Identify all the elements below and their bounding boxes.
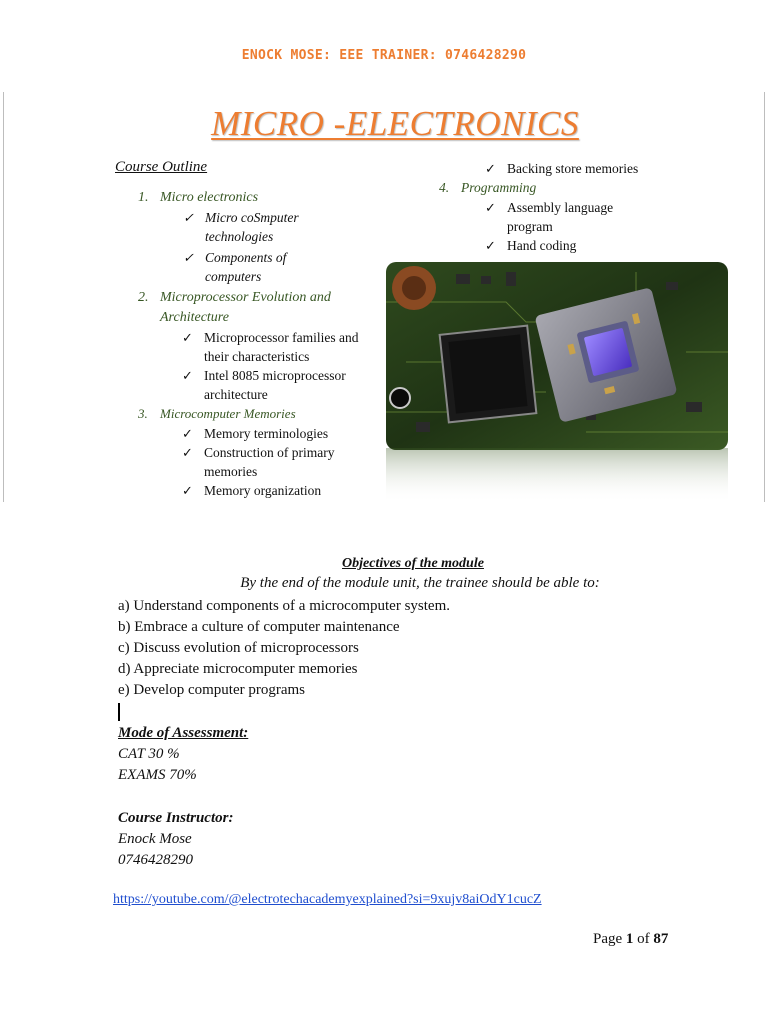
section-title: Programming — [461, 180, 537, 195]
outline-item — [485, 236, 637, 255]
outline-item — [183, 208, 355, 246]
assessment-cat: CAT 30 % — [118, 746, 180, 762]
objective-item: c) Discuss evolution of microprocessors — [118, 640, 359, 656]
assessment-exams: EXAMS 70% — [118, 767, 197, 783]
check-icon: ✓ — [182, 368, 193, 383]
circuit-board-image — [386, 262, 728, 450]
instructor-name: Enock Mose — [118, 831, 192, 847]
outline-item-text: Microprocessor families and their characteristics — [204, 330, 359, 364]
outline-item — [182, 481, 374, 500]
objective-item: b) Embrace a culture of computer maintenance — [118, 619, 400, 635]
assessment-label: Mode of Assessment: — [118, 725, 249, 741]
section-title: Micro electronics — [160, 190, 259, 205]
image-reflection — [386, 448, 728, 503]
section-number: 3. — [138, 406, 148, 421]
page-number — [593, 931, 668, 948]
outline-item — [183, 248, 345, 286]
outline-item-text: Micro coSmputer technologies — [205, 210, 299, 244]
objective-item: a) Understand components of a microcomputer system. — [118, 598, 450, 614]
left-margin-line — [3, 92, 4, 502]
check-icon: ✓ — [183, 210, 194, 225]
outline-item-text: Assembly language program — [507, 200, 614, 234]
outline-section-3 — [138, 404, 296, 424]
instructor-label: Course Instructor: — [118, 810, 234, 826]
outline-item-text: Hand coding — [507, 238, 577, 253]
outline-section-4 — [439, 178, 536, 198]
section-number: 4. — [439, 180, 450, 195]
section-title-cont: Architecture — [160, 310, 229, 325]
youtube-link[interactable]: https://youtube.com/@electrotechacademyexplained?si=9xujv8aiOdY1cucZ — [113, 892, 542, 907]
check-icon: ✓ — [485, 238, 496, 253]
text-cursor — [118, 703, 120, 721]
outline-item-text: Memory organization — [204, 483, 322, 498]
outline-item — [182, 443, 364, 481]
outline-item — [182, 424, 374, 443]
outline-item-text: Memory terminologies — [204, 426, 329, 441]
outline-item-text: Backing store memories — [507, 161, 639, 176]
outline-item-text: Intel 8085 microprocessor architecture — [204, 368, 346, 402]
right-margin-line — [764, 92, 765, 502]
outline-item — [485, 198, 637, 236]
outline-item — [485, 159, 707, 178]
check-icon: ✓ — [485, 200, 496, 215]
section-title: Microprocessor Evolution and — [160, 290, 331, 305]
page-total: 87 — [653, 931, 669, 947]
page-header: ENOCK MOSE: EEE TRAINER: 0746428290 — [241, 48, 527, 63]
check-icon: ✓ — [485, 161, 496, 176]
objectives-intro: By the end of the module unit, the trainee should be able to: — [240, 575, 600, 591]
check-icon: ✓ — [182, 330, 193, 345]
page-current: 1 — [625, 931, 634, 947]
page-of: of — [633, 931, 654, 947]
check-icon: ✓ — [182, 445, 193, 460]
check-icon: ✓ — [182, 483, 193, 498]
document-title: MICRO -ELECTRONICS — [211, 104, 579, 143]
outline-item — [182, 328, 364, 366]
check-icon: ✓ — [182, 426, 193, 441]
outline-item-text: Components of computers — [205, 250, 287, 284]
section-number: 1. — [138, 190, 149, 205]
section-number: 2. — [138, 290, 149, 305]
outline-item-text: Construction of primary memories — [204, 445, 335, 479]
objective-item: e) Develop computer programs — [118, 682, 306, 698]
course-outline-heading: Course Outline — [115, 159, 208, 175]
page-prefix: Page — [593, 931, 626, 947]
instructor-phone: 0746428290 — [118, 852, 193, 868]
outline-section-2 — [138, 288, 378, 328]
section-title: Microcomputer Memories — [160, 406, 296, 421]
check-icon: ✓ — [183, 250, 194, 265]
outline-section-1 — [138, 188, 258, 208]
objective-item: d) Appreciate microcomputer memories — [118, 661, 358, 677]
objectives-title: Objectives of the module — [342, 556, 484, 571]
outline-item — [182, 366, 369, 404]
